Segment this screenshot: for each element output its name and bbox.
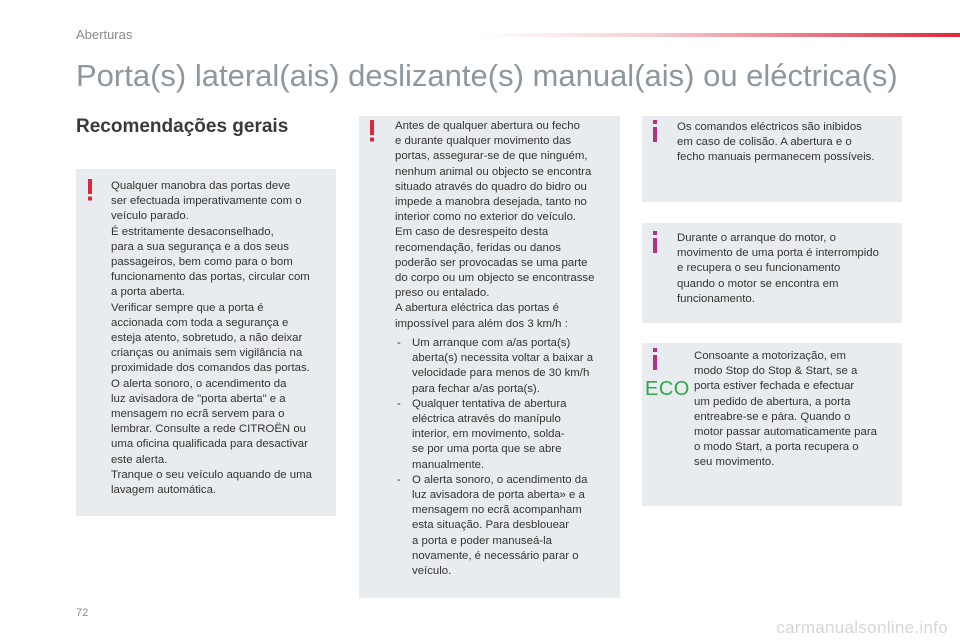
page-number: 72 [76,607,89,619]
info-icon [652,348,658,370]
exclamation-icon [87,179,93,201]
exclamation-icon [369,120,375,142]
info-text-collision: Os comandos eléctricos são inibidos em caso de colisão. A abertura e o fecho manuais permanecem possíveis. [677,121,875,164]
list-item: - Qualquer tentativa de abertura eléctrica através do manípulo interior, em movimento, solda- se por uma porta que se abre manualmente. [395,397,617,473]
svg-text:ECO: ECO [645,378,690,399]
info-icon [652,120,658,142]
warning-list [395,336,617,579]
warning-box-movement [359,116,620,598]
warning-box-general [76,169,336,516]
list-item: - Um arranque com a/as porta(s) aberta(s) necessita voltar a baixar a velocidade para menos de 30 km/h para fechar a/as porta(s). [395,336,617,397]
warning-text-movement: Antes de qualquer abertura ou fecho e durante qualquer movimento das portas, assegurar-se de que ninguém, nenhum animal ou objecto se encontra situado através do quadro do bidro ou impede a manobra desejada, tanto no interior como no exterior do veículo. Em caso de desrespeito desta recomendação, feridas ou danos poderão ser provocadas se uma parte do corpo ou um objecto se encontrasse preso ou entalado. A abertura eléctrica das portas é impossível para além dos 3 km/h : [395,120,595,330]
info-box-stop-start [642,343,902,506]
page-title: Porta(s) lateral(ais) deslizante(s) manual(ais) ou eléctrica(s) [76,58,898,93]
info-text-stop-start: Consoante a motorização, em modo Stop do Stop & Start, se a porta estiver fechada e efectuar um pedido de abertura, a porta entreabre-se e pára. Quando o motor passar automaticamente para o modo Start, a porta recupera o seu movimento. [694,350,877,469]
eco-icon [645,377,691,399]
info-box-engine-start [642,223,902,323]
info-text-engine-start: Durante o arranque do motor, o movimento de uma porta é interrompido e recupera o seu funcionamento quando o motor se encontra em funcionamento. [677,232,879,305]
section-subheading: Recomendações gerais [76,116,289,137]
warning-text-general: Qualquer manobra das portas deve ser efectuada imperativamente com o veículo parado. É estritamente desaconselhado, para a sua segurança e a dos seus passageiros, bem como para o bom funcionamento das portas, circular com a porta aberta. Verificar sempre que a porta é accionada com toda a segurança e esteja atento, sobretudo, a não deixar crianças ou animais sem vigilância na proximidade dos comandos das portas. O alerta sonoro, o acendimento da luz avisadora de "porta aberta" e a mensagem no ecrã servem para o lembrar. Consulte a rede CITROËN ou uma oficina qualificada para desactivar este alerta. Tranque o seu veículo aquando de uma lavagem automática. [111,180,312,497]
info-icon [652,231,658,253]
info-box-collision [642,116,902,202]
list-item: - O alerta sonoro, o acendimento da luz avisadora de porta aberta» e a mensagem no ecrã acompanham esta situação. Para desblouear a porta e poder manuseá-la novamente, é necessário parar o veículo. [395,473,617,579]
watermark: carmanualsonline.info [776,618,948,637]
header-rule [480,33,960,37]
section-label: Aberturas [76,27,133,42]
